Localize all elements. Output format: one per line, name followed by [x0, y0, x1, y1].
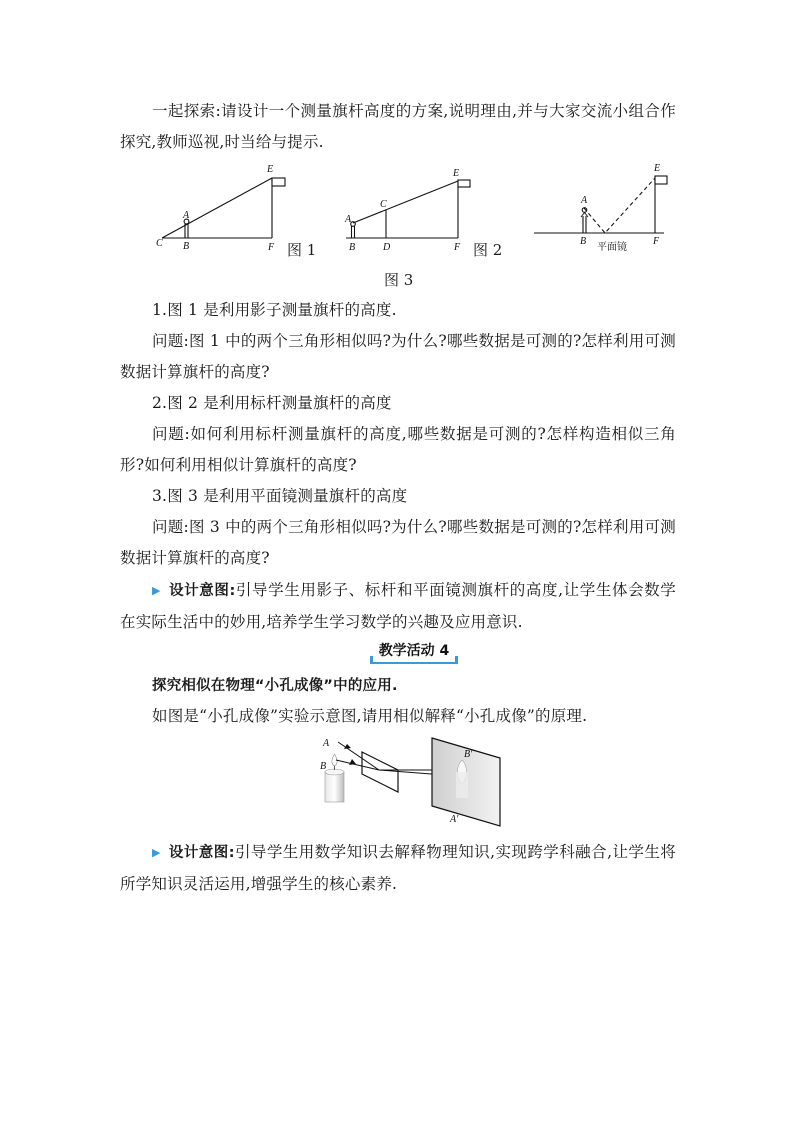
fig3-label-B: B: [580, 236, 587, 247]
fig3-caption: 图 3: [384, 271, 414, 289]
fig2-label-C: C: [380, 199, 387, 210]
item-1-question: 问题:图 1 中的两个三角形相似吗?为什么?哪些数据是可测的?怎样利用可测数据计算旗杆的高度?: [120, 332, 676, 381]
figure-2: [346, 180, 470, 238]
fig1-label-C: C: [156, 238, 163, 249]
item-3-title: 3.图 3 是利用平面镜测量旗杆的高度: [152, 487, 408, 505]
fig2-label-A: A: [345, 214, 352, 225]
intro-paragraph: 一起探索:请设计一个测量旗杆高度的方案,说明理由,并与大家交流小组合作探究,教师巡视,时当给与提示.: [120, 102, 676, 151]
explore-text: 如图是“小孔成像”实验示意图,请用相似解释“小孔成像”的原理.: [152, 707, 588, 725]
explore-heading-text: 探究相似在物理“小孔成像”中的应用.: [152, 678, 398, 694]
teaching-activity-heading: [370, 640, 458, 662]
fig3-label-A: A: [581, 195, 588, 206]
pinhole-label-A: A: [323, 738, 330, 749]
fig1-label-E: E: [267, 164, 274, 175]
fig2-label-F: F: [454, 242, 461, 253]
item-2-question: 问题:如何利用标杆测量旗杆的高度,哪些数据是可测的?怎样构造相似三角形?如何利用相似计算旗杆的高度?: [120, 425, 676, 474]
fig1-label-F: F: [268, 242, 275, 253]
design-intent-label: 设计意图:: [168, 845, 235, 861]
design-intent-2: [120, 837, 676, 900]
design-intent-label: 设计意图:: [169, 583, 236, 599]
fig2-caption: 图 2: [473, 241, 503, 259]
fig1-caption: 图 1: [287, 241, 317, 259]
item-2-title: 2.图 2 是利用标杆测量旗杆的高度: [152, 394, 392, 412]
item-1-title: 1.图 1 是利用影子测量旗杆的高度.: [152, 301, 397, 319]
pinhole-label-B: B: [320, 761, 327, 772]
figure-1: [162, 178, 285, 238]
design-intent-1: [120, 575, 676, 638]
activity-title: 教学活动 4: [378, 643, 450, 659]
heading-underline: [370, 662, 458, 664]
pinhole-plate: [362, 752, 398, 792]
pinhole-diagram: [0, 732, 794, 842]
fig2-label-D: D: [383, 242, 391, 253]
figure-3: [534, 176, 667, 233]
fig1-label-A: A: [183, 210, 190, 221]
fig3-label-E: E: [654, 163, 661, 174]
fig3-label-F: F: [653, 236, 660, 247]
explore-heading: [120, 670, 676, 702]
item-3-question: 问题:图 3 中的两个三角形相似吗?为什么?哪些数据是可测的?怎样利用可测数据计算旗杆的高度?: [120, 518, 676, 567]
fig2-label-B: B: [349, 242, 356, 253]
triangle-bullet-icon: ▶: [152, 584, 162, 597]
pinhole-label-B-prime: B′: [464, 749, 473, 760]
pinhole-label-A-prime: A′: [450, 814, 459, 825]
triangle-bullet-icon: ▶: [152, 846, 161, 859]
fig1-label-B: B: [183, 241, 190, 252]
fig2-label-E: E: [453, 168, 460, 179]
design-intent-text: 引导学生用数学知识去解释物理知识,实现跨学科融合,让学生将所学知识灵活运用,增强学生的核心素养.: [120, 843, 676, 893]
design-intent-text: 引导学生用影子、标杆和平面镜测旗杆的高度,让学生体会数学在实际生活中的妙用,培养学生学习数学的兴趣及应用意识.: [120, 581, 676, 631]
fig3-mirror-label: 平面镜: [597, 242, 627, 253]
